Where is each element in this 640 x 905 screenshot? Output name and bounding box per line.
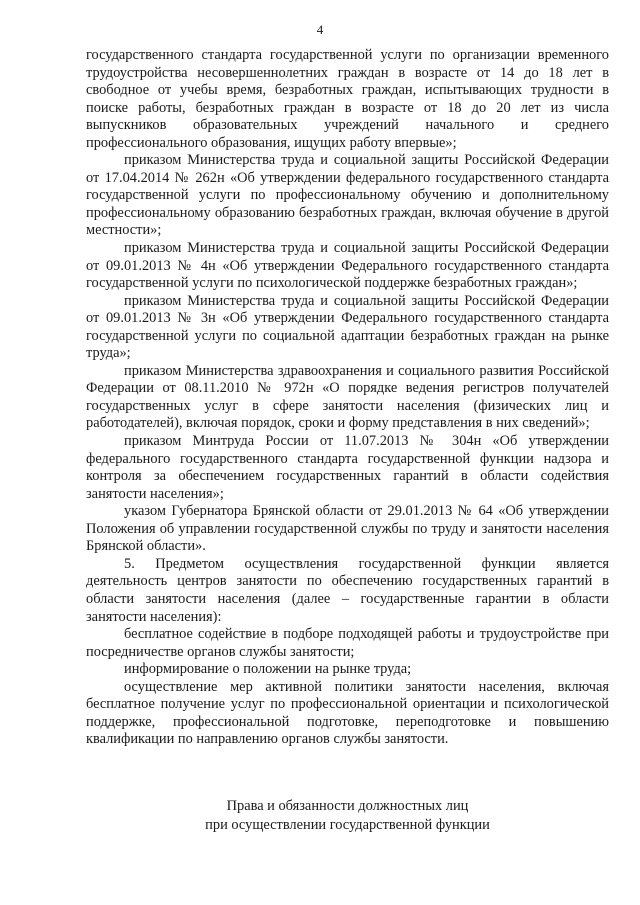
paragraph-item-5: 5. Предметом осуществления государственной функции является деятельность центров занятости по обеспечению государственных гарантий в области занятости населения (далее – государственные гарантии в области занятости населения): xyxy=(86,555,609,625)
paragraph: приказом Минтруда России от 11.07.2013 № 304н «Об утверждении федерального государственного стандарта государственной функции надзора и контроля за обеспечением государственных гарантий в области содействия занятости населения»; xyxy=(86,433,609,502)
paragraph: приказом Министерства труда и социальной защиты Российской Федерации от 17.04.2014 № 262н «Об утверждении федерального государственного стандарта государственной услуги по профессиональному обучению и дополнительному профессиональному образованию безработных граждан, включая обучение в другой местности»; xyxy=(86,152,609,239)
paragraph: приказом Министерства труда и социальной защиты Российской Федерации от 09.01.2013 № 3н «Об утверждении Федерального государственного стандарта государственной услуги по социальной адаптации безработных граждан на рынке труда»; xyxy=(86,292,609,362)
paragraph: осуществление мер активной политики занятости населения, включая бесплатное получение услуг по профессиональной ориентации и психологической поддержке, профессиональной подготовке, переподготовке и повышению квалификации по направлению органов службы занятости. xyxy=(86,678,609,748)
paragraph: приказом Министерства здравоохранения и социального развития Российской Федерации от 08.11.2010 № 972н «О порядке ведения регистров получателей государственных услуг в сфере занятости населения (физических лиц и работодателей), включая порядок, сроки и форму представления в них сведений»; xyxy=(86,362,609,432)
section-heading-line: Права и обязанности должностных лиц xyxy=(226,798,469,814)
paragraph: бесплатное содействие в подборе подходящей работы и трудоустройстве при посредничестве органов службы занятости; xyxy=(86,626,609,660)
section-heading-line: при осуществлении государственной функции xyxy=(205,817,490,833)
paragraph: государственного стандарта государственной услуги по организации временного трудоустройства несовершеннолетних граждан в возрасте от 14 до 18 лет в свободное от учебы время, безработных граждан, испытывающих трудности в поиске работы, безработных граждан в возрасте от 18 до 20 лет из числа выпускников образовательных учреждений начального и среднего профессионального образования, ищущих работу впервые»; xyxy=(86,47,609,151)
paragraph: приказом Министерства труда и социальной защиты Российской Федерации от 09.01.2013 № 4н «Об утверждении Федерального государственного стандарта государственной услуги по психологической поддержке безработных граждан»; xyxy=(86,240,609,292)
paragraph: информирование о положении на рынке труда; xyxy=(124,661,412,678)
section-heading xyxy=(86,797,609,835)
page-number: 4 xyxy=(316,22,324,37)
document-body xyxy=(86,47,609,749)
paragraph: указом Губернатора Брянской области от 29.01.2013 № 64 «Об утверждении Положения об управлении государственной службы по труду и занятости населения Брянской области». xyxy=(86,503,609,555)
